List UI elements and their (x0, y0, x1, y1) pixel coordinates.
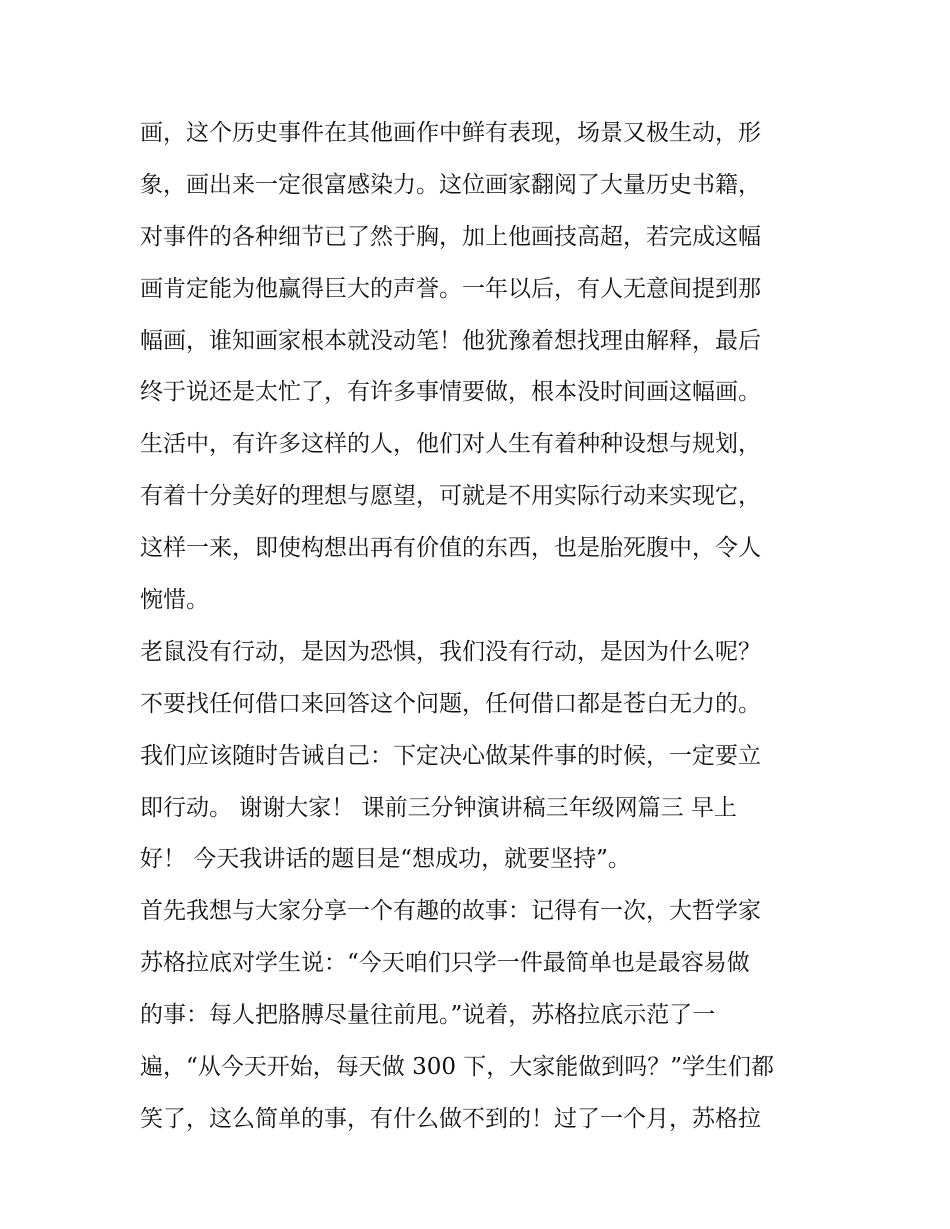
text-line: 有着十分美好的理想与愿望，可就是不用实际行动来实现它， (140, 483, 761, 510)
text-line: 即行动。 谢谢大家！ 课前三分钟演讲稿三年级网篇三 早上 (140, 794, 737, 821)
text-line: 的事：每人把胳膊尽量往前甩。”说着，苏格拉底示范了一 (140, 1002, 716, 1029)
text-line: 老鼠没有行动，是因为恐惧，我们没有行动，是因为什么呢？ (140, 638, 761, 665)
text-line: 我们应该随时告诫自己：下定决心做某件事的时候，一定要立 (140, 742, 761, 769)
text-line: 好！ 今天我讲话的题目是“想成功，就要坚持”。 (140, 846, 631, 873)
text-line: 不要找任何借口来回答这个问题，任何借口都是苍白无力的。 (140, 690, 761, 717)
text-line: 这样一来，即使构想出再有价值的东西，也是胎死腹中，令人 (140, 535, 761, 562)
text-line: 幅画，谁知画家根本就没动笔！他犹豫着想找理由解释，最后 (140, 327, 761, 354)
text-line: 遍，“从今天开始，每天做 300 下，大家能做到吗？”学生们都 (140, 1054, 775, 1081)
text-line: 象，画出来一定很富感染力。这位画家翻阅了大量历史书籍， (140, 171, 761, 198)
text-line: 终于说还是太忙了，有许多事情要做，根本没时间画这幅画。 (140, 379, 761, 406)
body-text (140, 108, 820, 1146)
text-line: 笑了，这么简单的事，有什么做不到的！过了一个月，苏格拉 (140, 1105, 761, 1132)
text-line: 画肯定能为他赢得巨大的声誉。一年以后，有人无意间提到那 (140, 275, 761, 302)
text-line: 苏格拉底对学生说：“今天咱们只学一件最简单也是最容易做 (140, 950, 750, 977)
text-line: 画，这个历史事件在其他画作中鲜有表现，场景又极生动，形 (140, 120, 761, 146)
text-line: 对事件的各种细节已了然于胸，加上他画技高超，若完成这幅 (140, 223, 761, 250)
text-line: 惋惜。 (140, 587, 209, 614)
text-line: 首先我想与大家分享一个有趣的故事：记得有一次，大哲学家 (140, 898, 761, 925)
text-line: 生活中，有许多这样的人，他们对人生有着种种设想与规划， (140, 431, 761, 458)
